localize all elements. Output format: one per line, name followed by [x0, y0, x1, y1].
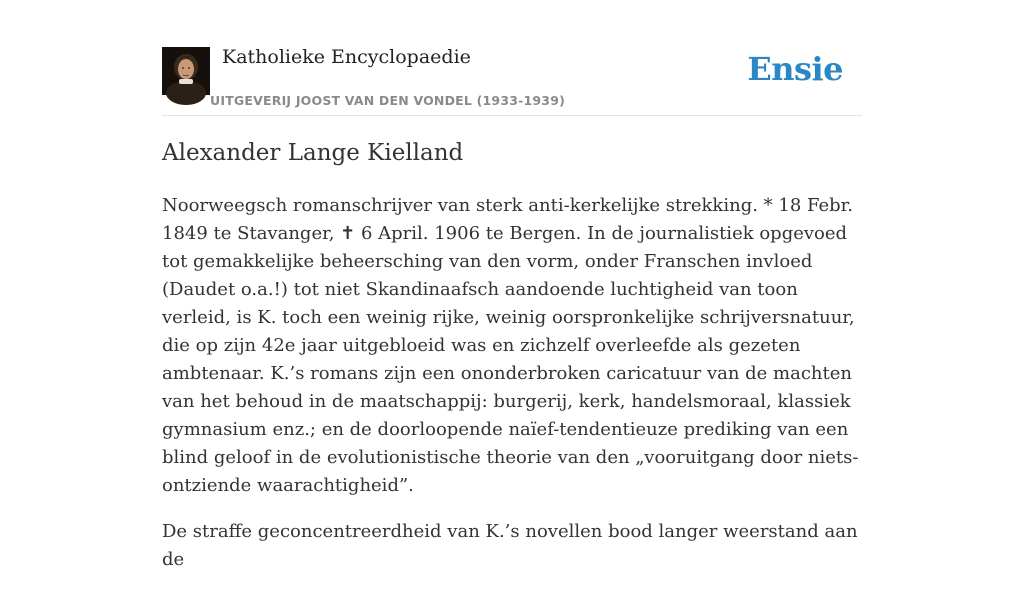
article-title: Alexander Lange Kielland: [162, 140, 464, 166]
article-paragraph-1: Noorweegsch romanschrijver van sterk anti-kerkelijke strekking. * 18 Febr. 1849 te Stavanger, ✝ 6 April. 1906 te Bergen. In de journalistiek opgevoed tot gemakkelijke beheersching van den vorm, onder Franschen invloed (Daudet o.a.!) tot niet Skandinaafsch aandoende luchtigheid van toon verleid, is K. toch een weinig rijke, weinig oorspronkelijke schrijversnatuur, die op zijn 42e jaar uitgebloeid was en zichzelf overleefde als gezeten ambtenaar. K.’s romans zijn een ononderbroken caricatuur van de machten van het behoud in de maatschappij: burgerij, kerk, handelsmoraal, klassiek gymnasium enz.; en de doorloopende naïef-tendentieuze prediking van een blind geloof in de evolutionistische theorie van den „vooruitgang door niets-ontziende waarachtigheid”.: [162, 195, 859, 496]
site-header: [162, 40, 862, 116]
portrait-image: [162, 47, 210, 95]
publication-avatar[interactable]: [162, 47, 210, 95]
publication-title[interactable]: Katholieke Encyclopaedie: [222, 46, 471, 68]
article-body: [162, 192, 862, 592]
brand-logo[interactable]: Ensie: [747, 50, 843, 88]
publisher-subtitle: UITGEVERIJ JOOST VAN DEN VONDEL (1933-1939): [210, 93, 566, 108]
article-paragraph-2: De straffe geconcentreerdheid van K.’s novellen bood langer weerstand aan de: [162, 521, 858, 570]
